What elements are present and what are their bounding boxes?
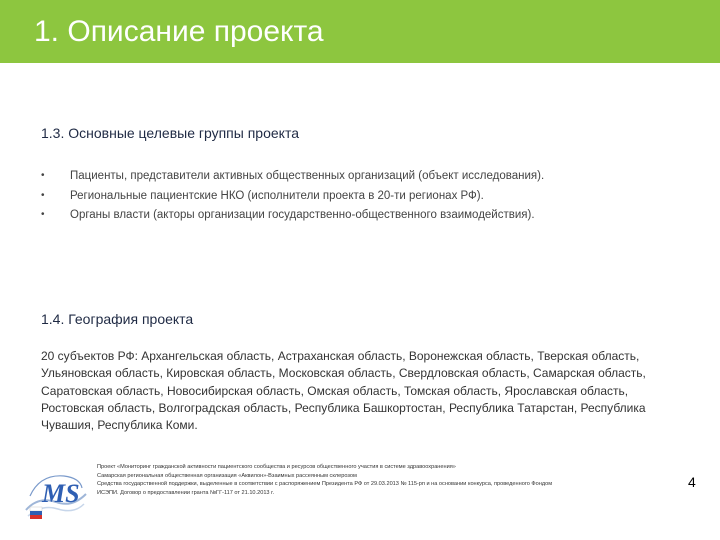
list-item-text: Пациенты, представители активных общественных организаций (объект исследования).: [70, 170, 545, 182]
target-groups-list: [41, 168, 681, 227]
footer-grant-info: [97, 463, 657, 497]
list-item-text: Органы власти (акторы организации государственно-общественного взаимодействия).: [70, 209, 535, 221]
bullet-icon: •: [41, 189, 45, 201]
page-number: 4: [688, 474, 696, 490]
organization-logo: [20, 466, 92, 526]
section-title-target-groups: 1.3. Основные целевые группы проекта: [41, 125, 299, 141]
footer-line: Средства государственной поддержки, выделенные в соответствии с распоряжением Президента РФ от 29.03.2013 № 115-рп и на основании конкурса, проведенного Фондом: [97, 481, 553, 487]
header-bar: [0, 0, 720, 63]
svg-text:MS: MS: [42, 479, 80, 508]
geography-paragraph: 20 субъектов РФ: Архангельская область, Астраханская область, Воронежская область, Тверская область, Ульяновская область, Кировская область, Московская область, Свердловская область, Самарская область, Саратовская область, Новосибирская область, Омская область, Томская область, Ярославская область, Ростовская область, Волгоградская область, Республика Башкортостан, Республика Татарстан, Республика Чувашия, Республика Коми.: [41, 349, 646, 433]
bullet-icon: •: [41, 209, 45, 220]
section-title-geography: 1.4. География проекта: [41, 311, 194, 327]
footer-line: ИСЭПИ. Договор о предоставлении гранта №ГГ-117 от 21.10.2013 г.: [97, 489, 275, 496]
list-item: [41, 168, 681, 188]
list-item: [41, 207, 681, 227]
footer-line: Проект «Мониторинг гражданской активности пациентского сообщества и ресурсов общественного участия в системе здравоохранения»: [97, 464, 456, 470]
list-item-text: Региональные пациентские НКО (исполнители проекта в 20-ти регионах РФ).: [70, 189, 484, 202]
logo-icon: [20, 466, 92, 526]
list-item: [41, 188, 681, 208]
slide-title: 1. Описание проекта: [34, 15, 324, 48]
footer-line: Самарская региональная общественная организация «Аквилон»-Взаимных рассеянным склерозом: [97, 472, 357, 479]
bullet-icon: •: [41, 170, 45, 181]
